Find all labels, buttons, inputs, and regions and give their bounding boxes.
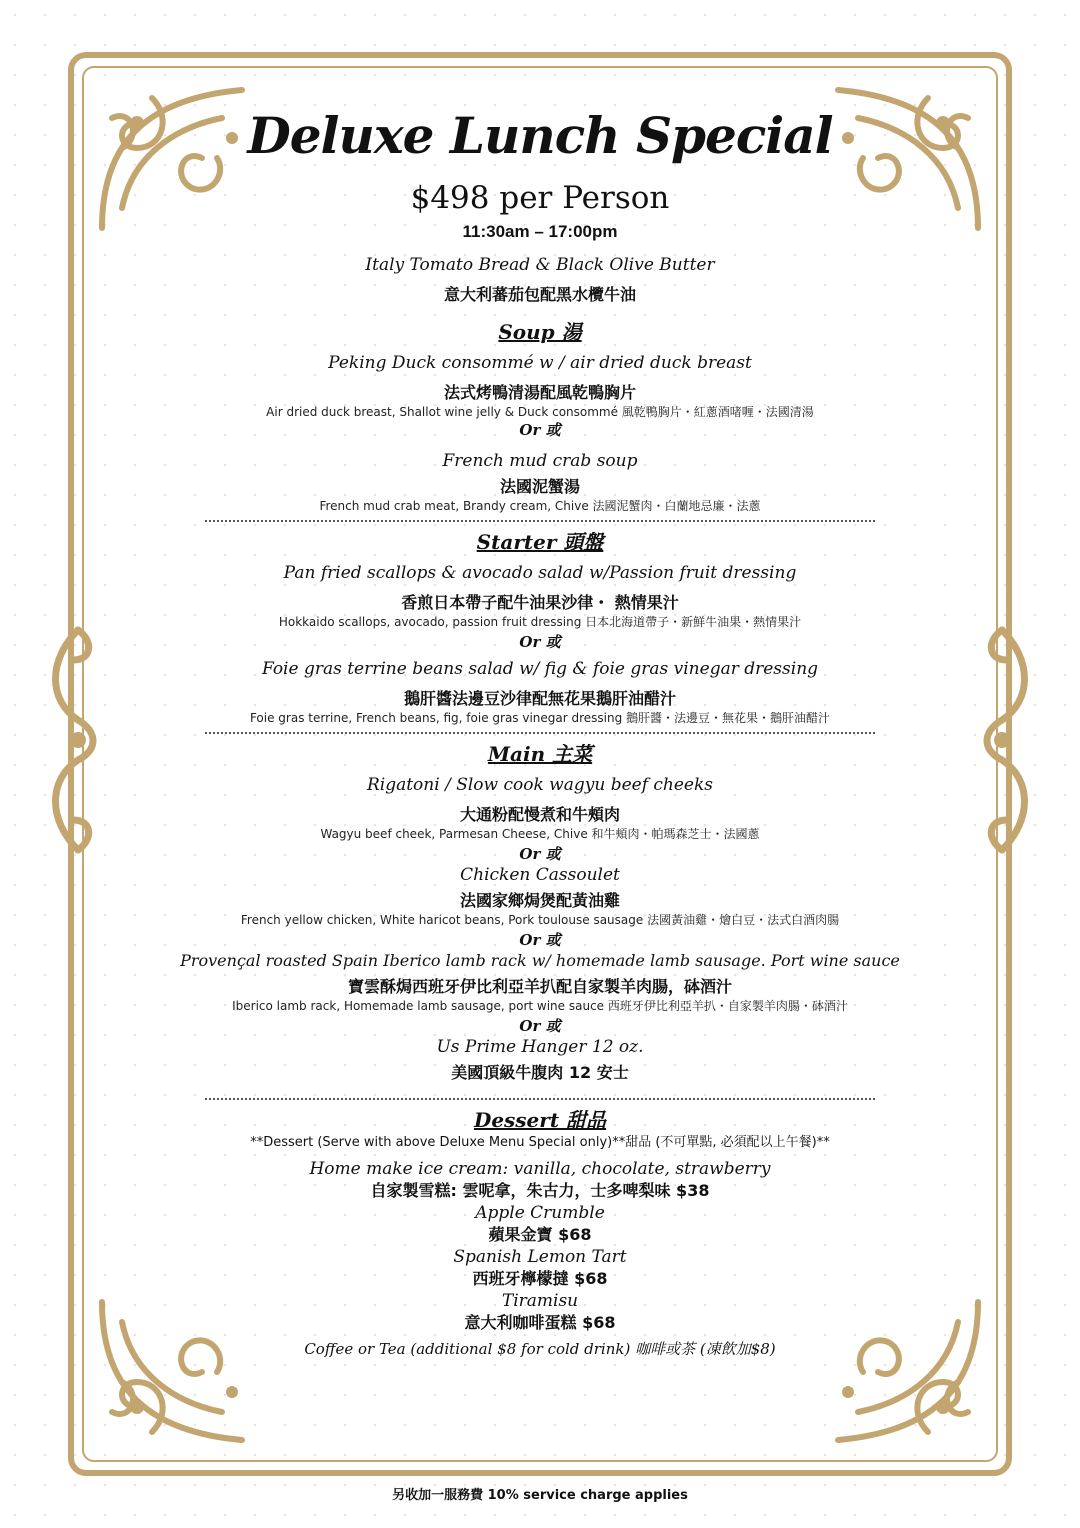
or-label: Or 或: [519, 1017, 561, 1035]
starter-item-desc: Foie gras terrine, French beans, fig, foie gras vinegar dressing 鵝肝醬・法邊豆・無花果・鵝肝油醋汁: [249, 711, 831, 725]
section-divider: [205, 520, 875, 522]
soup-item-en: Peking Duck consommé w / air dried duck breast: [328, 353, 752, 373]
menu-price: $498 per Person: [410, 180, 670, 216]
or-label: Or 或: [519, 633, 561, 651]
main-item-en: Us Prime Hanger 12 oz.: [436, 1037, 644, 1057]
main-item-zh: 美國頂級牛腹肉 12 安士: [451, 1063, 629, 1082]
soup-item-en: French mud crab soup: [442, 451, 638, 471]
main-item-zh: 寶雲酥焗西班牙伊比利亞羊扒配自家製羊肉腸，砵酒汁: [347, 977, 732, 996]
dessert-item-zh: 蘋果金寶 $68: [488, 1225, 592, 1244]
section-divider: [205, 732, 875, 734]
section-divider: [205, 1098, 875, 1100]
dessert-item-en: Tiramisu: [501, 1291, 579, 1311]
soup-item-desc: Air dried duck breast, Shallot wine jelly & Duck consommé 風乾鴨胸片・紅蔥酒啫喱・法國清湯: [266, 405, 814, 419]
dessert-note: **Dessert (Serve with above Deluxe Menu Special only)**甜品 (不可單點, 必須配以上午餐)**: [250, 1135, 830, 1150]
soup-item-zh: 法國泥蟹湯: [499, 477, 580, 496]
soup-item-zh: 法式烤鴨清湯配風乾鴨胸片: [443, 383, 636, 402]
menu-hours: 11:30am – 17:00pm: [462, 222, 618, 241]
menu-content: [100, 100, 980, 1360]
dessert-section-title: Dessert 甜品: [473, 1108, 607, 1132]
dessert-item-zh: 西班牙檸檬撻 $68: [472, 1269, 608, 1288]
main-item-zh: 大通粉配慢煮和牛頰肉: [459, 805, 620, 824]
main-item-desc: Wagyu beef cheek, Parmesan Cheese, Chive 和牛頰肉・帕瑪森芝士・法國蔥: [320, 827, 760, 841]
or-label: Or 或: [519, 421, 561, 439]
starter-item-zh: 香煎日本帶子配牛油果沙律・ 熱情果汁: [401, 593, 679, 612]
main-section-title: Main 主菜: [487, 742, 593, 766]
main-item-desc: Iberico lamb rack, Homemade lamb sausage, port wine sauce 西班牙伊比利亞羊扒・自家製羊肉腸・砵酒汁: [232, 999, 848, 1013]
starter-item-desc: Hokkaido scallops, avocado, passion fruit dressing 日本北海道帶子・新鮮牛油果・熱情果汁: [278, 615, 802, 629]
main-item-en: Rigatoni / Slow cook wagyu beef cheeks: [366, 775, 714, 795]
main-item-desc: French yellow chicken, White haricot beans, Pork toulouse sausage 法國黃油雞・燴白豆・法式白酒肉腸: [240, 913, 840, 927]
starter-section-title: Starter 頭盤: [476, 530, 604, 554]
soup-item-desc: French mud crab meat, Brandy cream, Chive 法國泥蟹肉・白蘭地忌廉・法蔥: [319, 499, 761, 513]
main-item-zh: 法國家鄉焗煲配黃油雞: [459, 891, 620, 910]
dessert-item-en: Home make ice cream: vanilla, chocolate, strawberry: [309, 1159, 771, 1179]
or-label: Or 或: [519, 931, 561, 949]
dessert-item-zh: 自家製雪糕: 雲呢拿，朱古力，士多啤梨味 $38: [370, 1181, 710, 1200]
side-flourish-icon: [972, 620, 1042, 860]
starter-item-en: Pan fried scallops & avocado salad w/Passion fruit dressing: [283, 563, 797, 583]
dessert-item-en: Spanish Lemon Tart: [453, 1247, 627, 1267]
starter-item-en: Foie gras terrine beans salad w/ fig & foie gras vinegar dressing: [261, 659, 819, 679]
side-flourish-icon: [38, 620, 108, 860]
service-charge-footer: 另收加一服務費 10% service charge applies: [392, 1488, 688, 1503]
bread-name-en: Italy Tomato Bread & Black Olive Butter: [365, 255, 715, 275]
starter-item-zh: 鵝肝醬法邊豆沙律配無花果鵝肝油醋汁: [403, 689, 676, 708]
dessert-item-zh: 意大利咖啡蛋糕 $68: [464, 1313, 616, 1332]
dessert-item-en: Apple Crumble: [475, 1203, 605, 1223]
soup-section-title: Soup 湯: [498, 320, 582, 344]
menu-title: Deluxe Lunch Special: [247, 106, 833, 165]
main-item-en: Chicken Cassoulet: [460, 865, 620, 885]
bread-name-zh: 意大利蕃茄包配黑水欖牛油: [443, 285, 636, 304]
dessert-drink: Coffee or Tea (additional $8 for cold drink) 咖啡或茶 (凍飲加$8): [304, 1340, 776, 1358]
or-label: Or 或: [519, 845, 561, 863]
main-item-en: Provençal roasted Spain Iberico lamb rack w/ homemade lamb sausage. Port wine sauce: [180, 951, 900, 970]
